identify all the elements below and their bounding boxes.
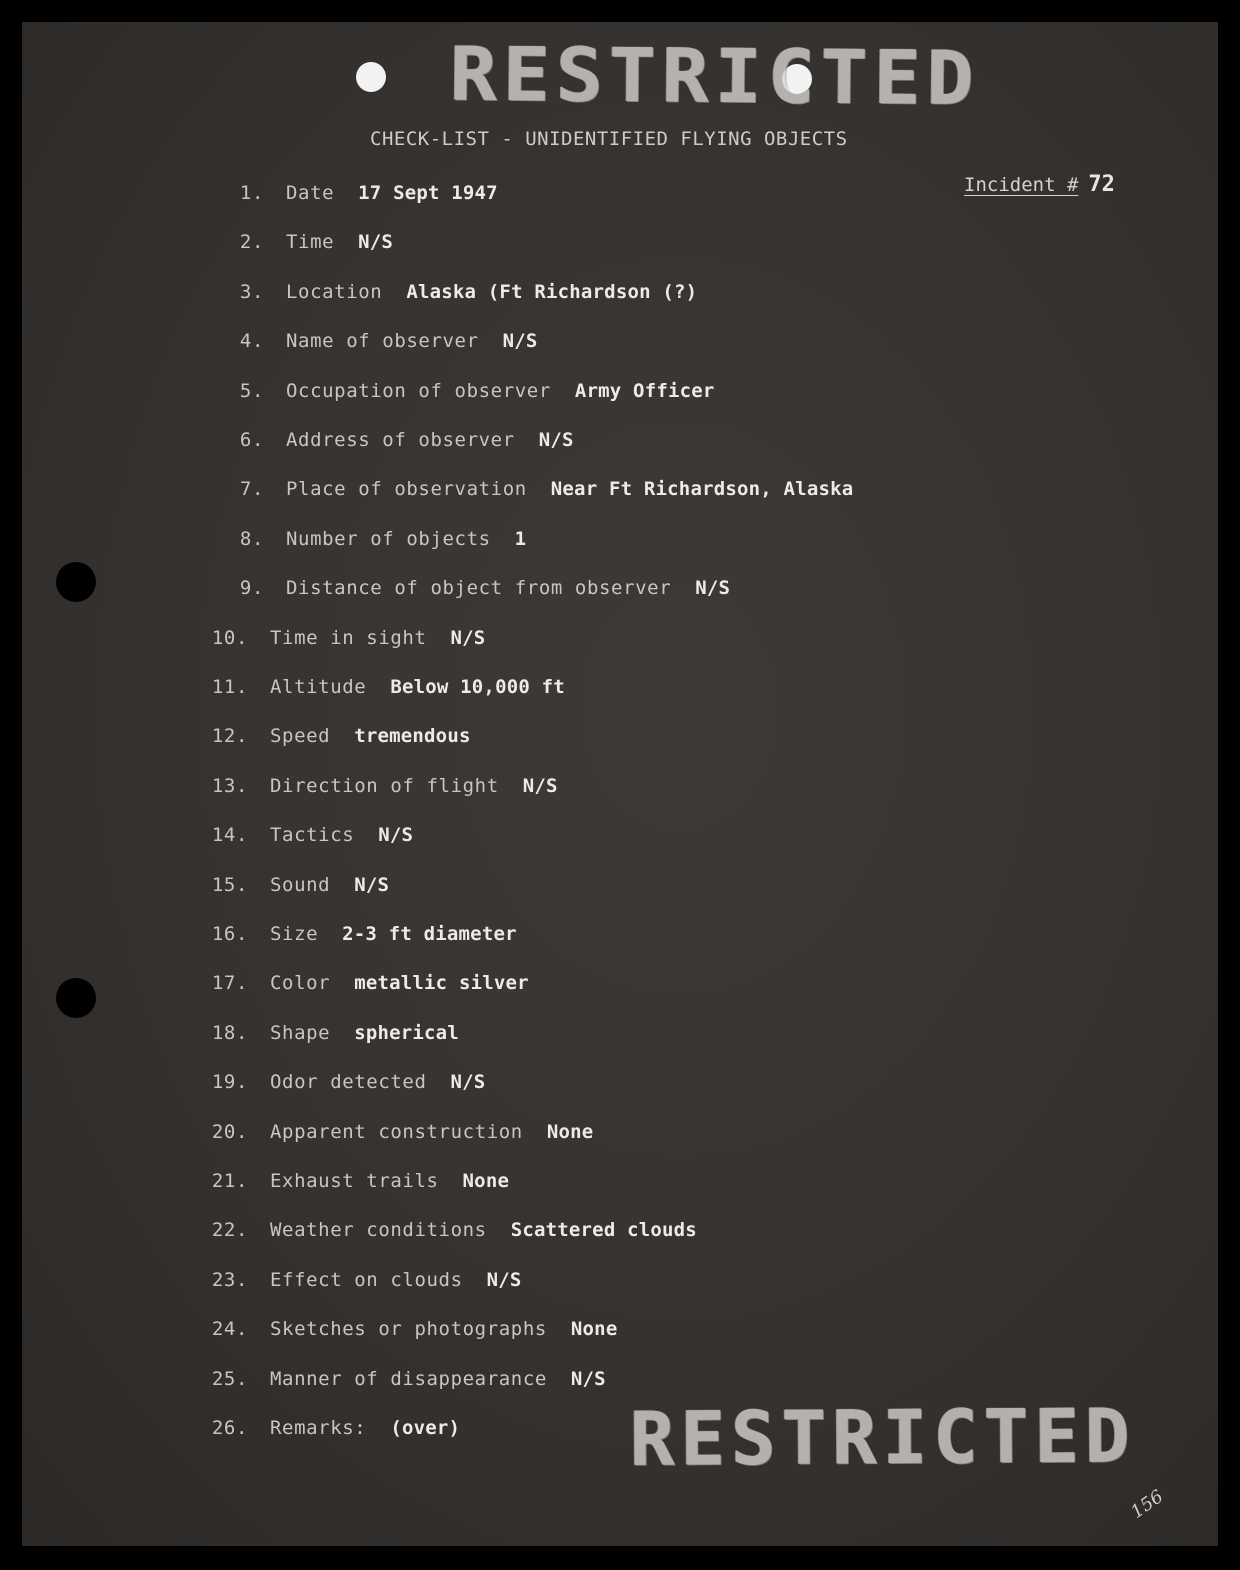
incident-value: 72 bbox=[1088, 172, 1115, 197]
item-number: 19. bbox=[211, 1071, 248, 1093]
page-number-handwritten: 156 bbox=[1127, 1486, 1168, 1523]
item-number: 10. bbox=[211, 627, 248, 649]
checklist-item bbox=[194, 627, 485, 649]
page-title: CHECK-LIST - UNIDENTIFIED FLYING OBJECTS bbox=[370, 128, 848, 150]
item-label: Remarks: bbox=[270, 1417, 367, 1439]
item-number: 6. bbox=[239, 429, 264, 451]
item-value: 1 bbox=[514, 528, 527, 550]
item-number: 20. bbox=[211, 1121, 248, 1143]
binder-hole bbox=[56, 978, 96, 1018]
checklist-item bbox=[194, 1071, 485, 1093]
item-label: Sound bbox=[270, 874, 331, 896]
item-value: Army Officer bbox=[574, 380, 715, 402]
checklist-item bbox=[210, 231, 393, 253]
item-number: 16. bbox=[211, 923, 248, 945]
item-number: 3. bbox=[239, 281, 264, 303]
checklist-item bbox=[194, 874, 389, 896]
binder-hole bbox=[56, 562, 96, 602]
checklist-item bbox=[194, 775, 558, 797]
item-number: 2. bbox=[239, 231, 264, 253]
checklist-item bbox=[210, 182, 498, 204]
item-value: N/S bbox=[538, 429, 574, 451]
item-label: Apparent construction bbox=[270, 1121, 523, 1143]
item-label: Size bbox=[270, 923, 319, 945]
item-label: Manner of disappearance bbox=[270, 1368, 547, 1390]
item-number: 12. bbox=[211, 725, 248, 747]
item-value: Near Ft Richardson, Alaska bbox=[550, 478, 854, 500]
item-number: 23. bbox=[211, 1269, 248, 1291]
item-label: Color bbox=[270, 972, 331, 994]
checklist-item bbox=[194, 1269, 522, 1291]
item-number: 1. bbox=[239, 182, 264, 204]
item-number: 25. bbox=[211, 1368, 248, 1390]
checklist-item bbox=[194, 676, 565, 698]
item-number: 4. bbox=[239, 330, 264, 352]
item-value: 2-3 ft diameter bbox=[342, 923, 517, 945]
item-label: Direction of flight bbox=[270, 775, 499, 797]
item-label: Sketches or photographs bbox=[270, 1318, 547, 1340]
item-number: 9. bbox=[239, 577, 264, 599]
item-value: N/S bbox=[695, 577, 731, 599]
item-value: 17 Sept 1947 bbox=[358, 182, 498, 204]
item-value: N/S bbox=[502, 330, 538, 352]
checklist-item bbox=[194, 1022, 459, 1044]
item-label: Exhaust trails bbox=[270, 1170, 439, 1192]
checklist-item bbox=[210, 577, 730, 599]
item-label: Speed bbox=[270, 725, 331, 747]
item-number: 11. bbox=[211, 676, 248, 698]
item-value: Below 10,000 ft bbox=[390, 676, 565, 698]
item-value: None bbox=[570, 1318, 618, 1340]
document-page bbox=[22, 22, 1218, 1546]
restricted-stamp-top: RESTRICTED bbox=[449, 32, 980, 122]
item-label: Date bbox=[286, 182, 335, 204]
item-value: N/S bbox=[450, 627, 486, 649]
checklist-item bbox=[194, 725, 471, 747]
item-value: spherical bbox=[354, 1022, 459, 1044]
punch-hole bbox=[356, 62, 386, 92]
item-number: 15. bbox=[211, 874, 248, 896]
checklist-item bbox=[194, 972, 529, 994]
item-label: Location bbox=[286, 281, 383, 303]
item-value: Scattered clouds bbox=[510, 1219, 697, 1241]
item-label: Time bbox=[286, 231, 335, 253]
checklist-item bbox=[194, 824, 413, 846]
item-number: 22. bbox=[211, 1219, 248, 1241]
checklist-item bbox=[210, 528, 526, 550]
item-label: Altitude bbox=[270, 676, 367, 698]
checklist-item bbox=[194, 1417, 460, 1439]
checklist-item bbox=[194, 923, 517, 945]
item-number: 21. bbox=[211, 1170, 248, 1192]
item-label: Odor detected bbox=[270, 1071, 427, 1093]
item-value: N/S bbox=[522, 775, 558, 797]
item-number: 7. bbox=[239, 478, 264, 500]
checklist-item bbox=[194, 1368, 606, 1390]
checklist-item bbox=[194, 1219, 697, 1241]
item-number: 17. bbox=[211, 972, 248, 994]
item-label: Address of observer bbox=[286, 429, 515, 451]
checklist-item bbox=[210, 281, 697, 303]
item-label: Weather conditions bbox=[270, 1219, 487, 1241]
item-value: None bbox=[462, 1170, 510, 1192]
checklist-item bbox=[194, 1318, 617, 1340]
item-number: 5. bbox=[239, 380, 264, 402]
checklist-item bbox=[194, 1170, 509, 1192]
item-value: metallic silver bbox=[354, 972, 529, 994]
item-label: Tactics bbox=[270, 824, 355, 846]
checklist-item bbox=[194, 1121, 593, 1143]
item-value: (over) bbox=[390, 1417, 461, 1439]
item-label: Effect on clouds bbox=[270, 1269, 463, 1291]
checklist-item bbox=[210, 478, 853, 500]
item-value: N/S bbox=[570, 1368, 606, 1390]
item-number: 26. bbox=[211, 1417, 248, 1439]
item-label: Number of objects bbox=[286, 528, 491, 550]
item-label: Distance of object from observer bbox=[286, 577, 672, 599]
checklist-item bbox=[210, 330, 538, 352]
item-label: Occupation of observer bbox=[286, 380, 551, 402]
item-label: Shape bbox=[270, 1022, 331, 1044]
item-label: Place of observation bbox=[286, 478, 527, 500]
item-label: Name of observer bbox=[286, 330, 479, 352]
item-number: 14. bbox=[211, 824, 248, 846]
item-value: N/S bbox=[358, 231, 394, 253]
checklist-item bbox=[210, 380, 715, 402]
checklist-item bbox=[210, 429, 574, 451]
item-value: None bbox=[546, 1121, 594, 1143]
item-number: 18. bbox=[211, 1022, 248, 1044]
item-label: Time in sight bbox=[270, 627, 427, 649]
item-value: N/S bbox=[378, 824, 414, 846]
incident-number bbox=[964, 172, 1115, 197]
item-value: N/S bbox=[450, 1071, 486, 1093]
restricted-stamp-bottom: RESTRICTED bbox=[629, 1393, 1136, 1483]
item-value: N/S bbox=[354, 874, 390, 896]
item-value: N/S bbox=[486, 1269, 522, 1291]
item-number: 8. bbox=[239, 528, 264, 550]
item-value: tremendous bbox=[354, 725, 471, 747]
item-number: 24. bbox=[211, 1318, 248, 1340]
incident-label: Incident # bbox=[964, 174, 1079, 196]
item-value: Alaska (Ft Richardson (?) bbox=[406, 281, 698, 303]
item-number: 13. bbox=[211, 775, 248, 797]
